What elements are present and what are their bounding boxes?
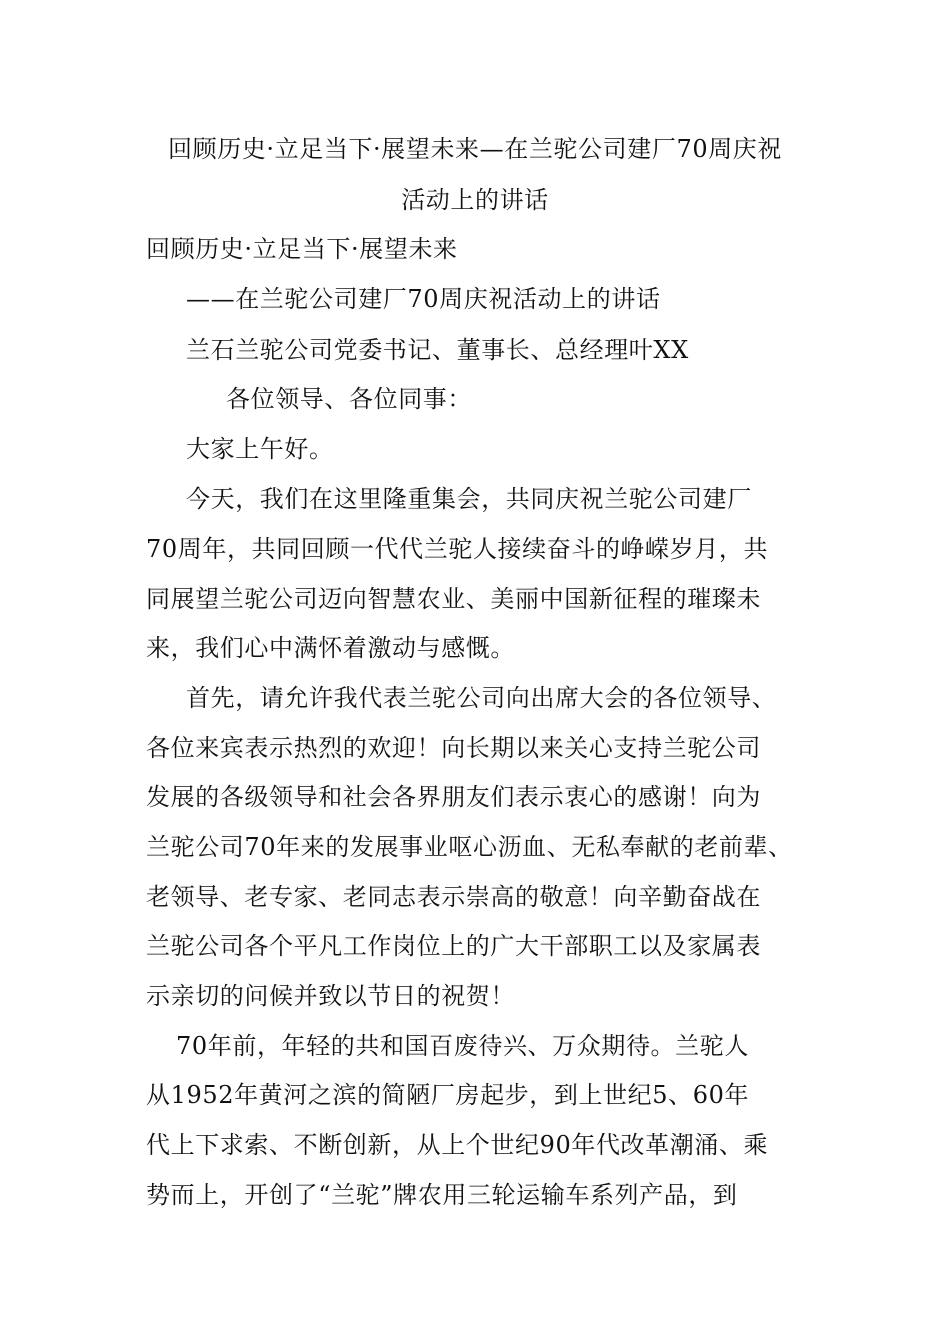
title-line-2: 活动上的讲话 [401, 186, 549, 214]
paragraph-line: 老领导、老专家、老同志表示崇高的敬意！向辛勤奋战在 [146, 883, 761, 911]
paragraph-line: 势而上，开创了“兰驼”牌农用三轮运输车系列产品，到 [146, 1181, 738, 1209]
paragraph-line: 今天，我们在这里隆重集会，共同庆祝兰驼公司建厂 [186, 485, 752, 513]
greeting: 大家上午好。 [186, 435, 334, 463]
paragraph-line: 来，我们心中满怀着激动与感慨。 [146, 634, 515, 662]
paragraph-line: 发展的各级领导和社会各界朋友们表示衷心的感谢！向为 [146, 783, 761, 811]
paragraph-line: 兰驼公司各个平凡工作岗位上的广大干部职工以及家属表 [146, 932, 761, 960]
paragraph-line: 首先，请允许我代表兰驼公司向出席大会的各位领导、 [186, 684, 777, 712]
paragraph-line: 各位来宾表示热烈的欢迎！向长期以来关心支持兰驼公司 [146, 734, 761, 762]
paragraph-line: 同展望兰驼公司迈向智慧农业、美丽中国新征程的璀璨未 [146, 585, 761, 613]
salutation: 各位领导、各位同事： [226, 385, 472, 413]
heading: 回顾历史·立足当下·展望未来 [146, 235, 458, 263]
title-line-1: 回顾历史·立足当下·展望未来—在兰驼公司建厂70周庆祝 [168, 135, 782, 163]
paragraph-line: 示亲切的问候并致以节日的祝贺！ [146, 982, 515, 1010]
paragraph-line: 代上下求索、不断创新，从上个世纪90年代改革潮涌、乘 [146, 1131, 769, 1159]
paragraph-line: 70年前，年轻的共和国百废待兴、万众期待。兰驼人 [176, 1032, 749, 1060]
paragraph-line: 从1952年黄河之滨的简陋厂房起步，到上世纪5、60年 [146, 1081, 750, 1109]
speaker-line: 兰石兰驼公司党委书记、董事长、总经理叶XX [186, 336, 689, 364]
paragraph-line: 兰驼公司70年来的发展事业呕心沥血、无私奉献的老前辈、 [146, 833, 793, 861]
subtitle: ——在兰驼公司建厂70周庆祝活动上的讲话 [186, 285, 661, 313]
paragraph-line: 70周年，共同回顾一代代兰驼人接续奋斗的峥嵘岁月，共 [146, 535, 769, 563]
